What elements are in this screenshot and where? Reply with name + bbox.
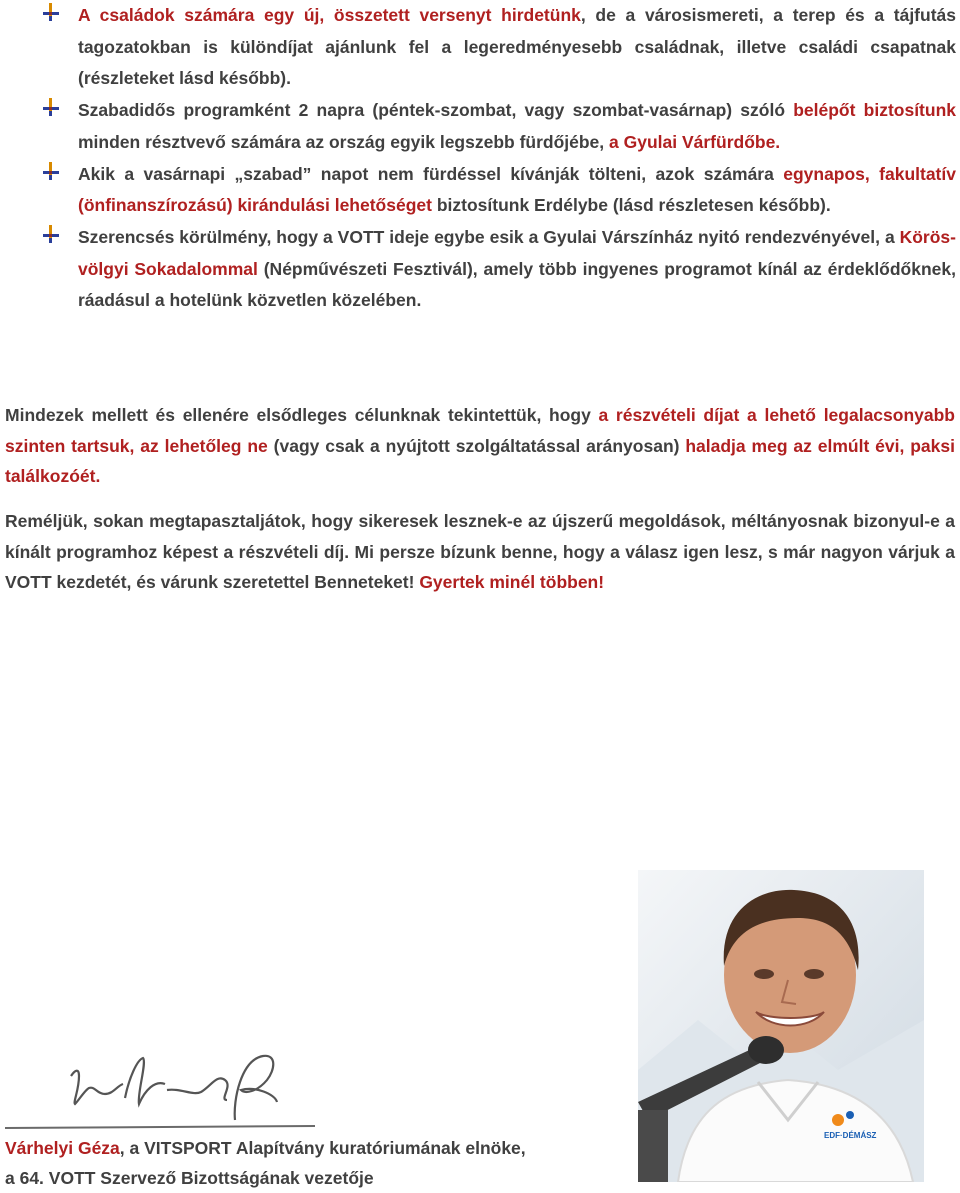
- bullet-text-segment: (Népművészeti Fesztivál), amely több ingyenes programot kínál az érdeklődőknek, ráadásul a hotelünk közvetlen közelében.: [78, 258, 956, 311]
- bullet-list: [40, 0, 956, 317]
- handwritten-signature: [5, 1050, 315, 1134]
- bullet-item: [40, 222, 956, 317]
- bullet-item: [40, 0, 956, 95]
- paragraph-text-segment: Mindezek mellett és ellenére elsődleges célunknak tekintettük, hogy: [5, 405, 599, 425]
- paragraph-text-segment: (vagy csak a nyújtott szolgáltatással arányosan): [267, 435, 686, 456]
- bullet-text: [78, 5, 956, 88]
- bullet-text: [78, 100, 956, 152]
- bullet-red-text: a Gyulai Várfürdőbe.: [609, 131, 781, 152]
- bullet-text-segment: Szerencsés körülmény, hogy a VOTT ideje egybe esik a Gyulai Várszínház nyitó rendezvényével, a: [78, 226, 900, 247]
- bullet-text-segment: biztosítunk Erdélybe (lásd részletesen később).: [431, 195, 831, 216]
- bullet-text: [78, 227, 956, 310]
- bullet-text-segment: Szabadidős programként 2 napra (péntek-szombat, vagy szombat-vasárnap) szóló: [78, 100, 794, 121]
- paragraph-text-segment: Reméljük, sokan megtapasztaljátok, hogy sikeresek lesznek-e az újszerű megoldások, méltányosnak bizonyul-e a kínált programhoz képest a részvételi díj. Mi persze bízunk benne, hogy a válasz igen lesz, s már nagyon várjuk a VOTT kezdetét, és várunk szeretettel Benneteket!: [5, 511, 955, 592]
- shirt-logo-text: EDF·DÉMÁSZ: [824, 1131, 877, 1140]
- bullet-red-text: egynapos, fakultatív (önfinanszírozású) kirándulási lehetőséget: [78, 163, 956, 216]
- bullet-red-text: Körös-völgyi Sokadalommal: [78, 226, 956, 279]
- bullet-text-segment: Akik a vasárnapi „szabad” napot nem fürdéssel kívánják tölteni, azok számára: [78, 163, 784, 184]
- paragraph-closing: [5, 506, 955, 598]
- paragraph-fee: [5, 400, 955, 492]
- portrait-photo: [638, 870, 924, 1182]
- bullet-red-text: A családok számára egy új, összetett versenyt hirdetünk: [78, 5, 581, 25]
- signature-drawing: [5, 1050, 315, 1134]
- paragraph-red-text: haladja meg az elmúlt évi, paksi találkozóét.: [5, 435, 955, 486]
- bullet-item: [40, 159, 956, 222]
- signer-title-line1: , a VITSPORT Alapítvány kuratóriumának elnöke,: [119, 1138, 526, 1158]
- bullet-text-segment: minden résztvevő számára az ország egyik legszebb fürdőjébe,: [78, 131, 610, 152]
- bullet-cross-icon: [40, 3, 62, 25]
- portrait-illustration: [638, 870, 924, 1182]
- bullet-red-text: belépőt biztosítunk: [793, 100, 956, 121]
- bullet-cross-icon: [40, 98, 62, 120]
- paragraph-red-text: a részvételi díjat a lehető legalacsonyabb szinten tartsuk, az lehetőleg ne: [5, 405, 955, 456]
- paragraph-red-text: Gyertek minél többen!: [419, 572, 605, 592]
- signer-name: Várhelyi Géza: [5, 1138, 120, 1158]
- bullet-text-segment: , de a városismereti, a terep és a tájfutás tagozatokban is különdíjat ajánlunk fel a legeredményesebb családnak, illetve családi csapatnak (részleteket lásd később).: [78, 5, 956, 89]
- bullet-cross-icon: [40, 162, 62, 184]
- signer-title-line2: a 64. VOTT Szervező Bizottságának vezetője: [5, 1168, 374, 1188]
- signature-caption: [5, 1133, 625, 1193]
- bullet-item: [40, 95, 956, 158]
- bullet-cross-icon: [40, 225, 62, 247]
- bullet-text: [78, 164, 956, 216]
